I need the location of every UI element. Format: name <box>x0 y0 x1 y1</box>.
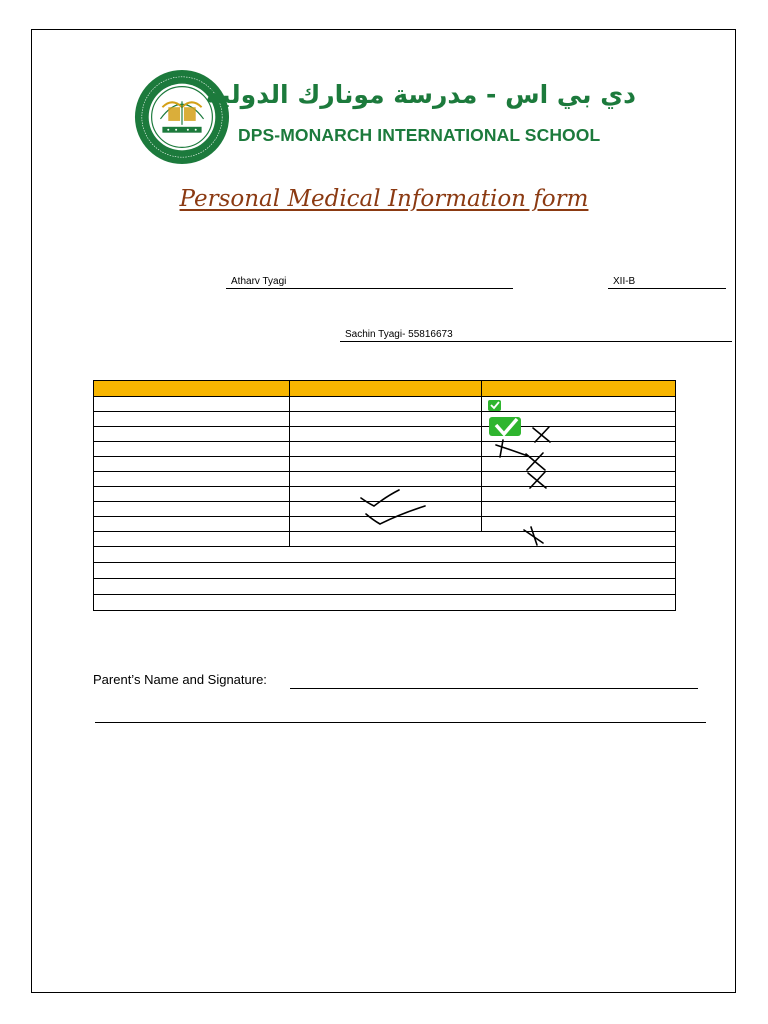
header-cell <box>94 381 290 397</box>
header-cell <box>482 381 676 397</box>
table-header-row <box>94 381 676 397</box>
table-row[interactable] <box>94 547 676 563</box>
parent-contact-value: Sachin Tyagi- 55816673 <box>345 329 453 340</box>
class-section-field[interactable] <box>608 276 726 289</box>
header-cell <box>290 381 482 397</box>
table-row[interactable] <box>94 412 676 427</box>
table-row[interactable] <box>94 532 676 547</box>
table-row[interactable] <box>94 427 676 442</box>
table-row[interactable] <box>94 472 676 487</box>
school-name-english: DPS-MONARCH INTERNATIONAL SCHOOL <box>238 125 601 145</box>
school-name-arabic: دي بي اس - مدرسة مونارك الدولية <box>205 80 636 109</box>
table-row[interactable] <box>94 457 676 472</box>
table-row[interactable] <box>94 579 676 595</box>
parent-contact-field[interactable] <box>340 329 732 342</box>
medical-info-table <box>93 380 676 611</box>
class-section-value: XII-B <box>613 276 636 287</box>
table-row[interactable] <box>94 397 676 412</box>
signature-line[interactable] <box>290 688 698 689</box>
table-row[interactable] <box>94 487 676 502</box>
signature-label: Parent’s Name and Signature: <box>93 672 267 687</box>
form-title: Personal Medical Information form <box>179 186 589 212</box>
student-name-value: Atharv Tyagi <box>231 276 287 287</box>
table-row[interactable] <box>94 517 676 532</box>
student-name-field[interactable] <box>226 276 513 289</box>
table-row[interactable] <box>94 595 676 611</box>
table-row[interactable] <box>94 563 676 579</box>
table-row[interactable] <box>94 502 676 517</box>
table-row[interactable] <box>94 442 676 457</box>
signature-line-2[interactable] <box>95 722 706 723</box>
